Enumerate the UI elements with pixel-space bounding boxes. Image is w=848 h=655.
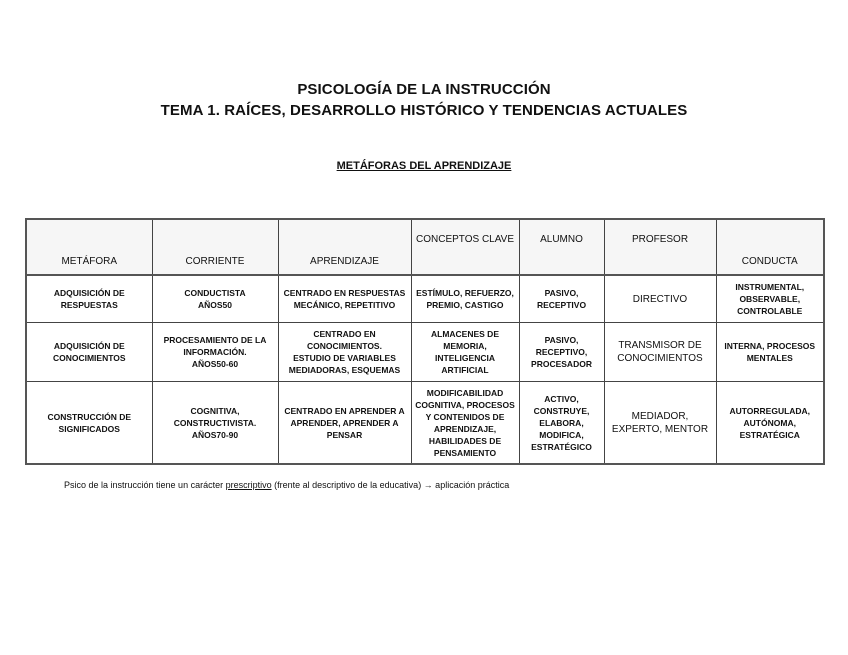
cell-conceptos: [411, 382, 519, 465]
cell-line: CONOCIMIENTOS: [52, 353, 126, 363]
footnote: [64, 480, 509, 490]
cell-line: ADQUISICIÓN DE: [53, 288, 125, 298]
section-heading-text: METÁFORAS DEL APRENDIZAJE: [336, 160, 512, 172]
cell-conducta: [716, 275, 824, 323]
cell-line: APRENDIZAJE,: [433, 423, 497, 434]
table-row: [26, 382, 824, 465]
cell-line: ARTIFICIAL: [441, 365, 489, 375]
cell-line: PASIVO,: [544, 335, 579, 345]
cell-line: AÑOS50-60: [191, 359, 239, 369]
cell-corriente: [152, 275, 278, 323]
footnote-keyword-prescriptivo: prescriptivo: [225, 480, 272, 490]
cell-conceptos: [411, 275, 519, 323]
table-header-row: [26, 219, 824, 275]
cell-line: MEDIADOR,: [631, 410, 689, 422]
section-heading: [0, 160, 848, 172]
cell-corriente: [152, 323, 278, 382]
cell-line: PENSAMIENTO: [433, 447, 497, 458]
cell-alumno: [519, 275, 604, 323]
cell-line: CONOCIMIENTOS.: [307, 341, 382, 351]
cell-line: ACTIVO,: [544, 393, 579, 404]
cell-corriente: [152, 382, 278, 465]
cell-line: AUTORREGULADA,: [729, 405, 811, 416]
cell-aprendizaje: [278, 382, 411, 465]
cell-line: EXPERTO, MENTOR: [611, 423, 709, 435]
header-alumno: ALUMNO: [519, 219, 604, 275]
header-metafora: METÁFORA: [26, 219, 152, 275]
cell-metafora: [26, 275, 152, 323]
cell-metafora: [26, 323, 152, 382]
cell-aprendizaje: [278, 323, 411, 382]
cell-metafora: [26, 382, 152, 465]
cell-line: COGNITIVA, PROCESOS: [415, 399, 515, 410]
cell-conducta: [716, 323, 824, 382]
header-aprendizaje: APRENDIZAJE: [278, 219, 411, 275]
cell-line: CENTRADO EN: [313, 329, 376, 339]
header-corriente: CORRIENTE: [152, 219, 278, 275]
cell-line: APRENDER, APRENDER A: [290, 417, 399, 428]
cell-line: RESPUESTAS: [60, 300, 118, 310]
cell-line: TRANSMISOR DE: [618, 340, 702, 351]
table-row: [26, 323, 824, 382]
cell-profesor: [604, 275, 716, 323]
cell-line: ESTRATÉGICO: [531, 441, 592, 452]
cell-line: CENTRADO EN APRENDER A: [284, 405, 405, 416]
cell-line: MECÁNICO, REPETITIVO: [293, 300, 396, 310]
cell-line: ESTRATÉGICA: [739, 429, 800, 440]
cell-line: PREMIO, CASTIGO: [426, 300, 504, 310]
cell-line: OBSERVABLE,: [739, 294, 801, 304]
cell-line: CENTRADO EN RESPUESTAS: [283, 288, 406, 298]
cell-line: CONTROLABLE: [737, 306, 803, 316]
table-row: [26, 275, 824, 323]
cell-profesor: [604, 382, 716, 465]
cell-line: ESTÍMULO, REFUERZO,: [416, 288, 514, 298]
document-subtitle-topic: TEMA 1. RAÍCES, DESARROLLO HISTÓRICO Y TENDENCIAS ACTUALES: [160, 102, 688, 119]
cell-line: ELABORA,: [539, 417, 584, 428]
cell-line: CONSTRUCTIVISTA.: [173, 417, 257, 428]
cell-line: CONSTRUYE,: [533, 405, 590, 416]
cell-line: INFORMACIÓN.: [183, 347, 247, 357]
cell-line: MODIFICABILIDAD: [426, 387, 504, 398]
cell-line: INTERNA, PROCESOS: [724, 341, 816, 351]
cell-line: PROCESAMIENTO DE LA: [163, 335, 267, 345]
cell-line: CONOCIMIENTOS: [617, 353, 703, 364]
cell-line: ADQUISICIÓN DE: [53, 341, 125, 351]
document-title: PSICOLOGÍA DE LA INSTRUCCIÓN: [297, 81, 551, 98]
cell-line: MODIFICA,: [539, 429, 584, 440]
cell-line: PROCESADOR: [531, 359, 592, 369]
cell-line: MEMORIA,: [443, 341, 487, 351]
header-conducta: CONDUCTA: [716, 219, 824, 275]
cell-line: MENTALES: [746, 353, 793, 363]
cell-line: SIGNIFICADOS: [58, 423, 120, 434]
cell-alumno: [519, 323, 604, 382]
cell-conducta: [716, 382, 824, 465]
cell-conceptos: [411, 323, 519, 382]
cell-line: Y CONTENIDOS DE: [425, 411, 505, 422]
cell-line: CONDUCTISTA: [184, 288, 246, 298]
metaphors-table: [25, 218, 825, 465]
cell-line: INTELIGENCIA: [435, 353, 495, 363]
cell-line: ESTUDIO DE VARIABLES: [293, 353, 396, 363]
cell-line: ALMACENES DE: [430, 329, 499, 339]
cell-line: PENSAR: [326, 429, 363, 440]
footnote-text-before: Psico de la instrucción tiene un carácter: [64, 480, 226, 490]
header-conceptos-clave: CONCEPTOS CLAVE: [411, 219, 519, 275]
footnote-text-after: (frente al descriptivo de la educativa) → aplicación práctica: [271, 480, 510, 490]
cell-profesor: [604, 323, 716, 382]
cell-line: COGNITIVA,: [190, 405, 240, 416]
cell-line: AÑOS50: [197, 300, 232, 310]
header-profesor: PROFESOR: [604, 219, 716, 275]
cell-line: HABILIDADES DE: [428, 435, 502, 446]
cell-line: DIRECTIVO: [632, 293, 688, 305]
cell-line: RECEPTIVO: [536, 300, 587, 310]
cell-line: PASIVO,: [544, 288, 579, 298]
cell-line: CONSTRUCCIÓN DE: [47, 411, 132, 422]
cell-aprendizaje: [278, 275, 411, 323]
cell-line: INSTRUMENTAL,: [735, 282, 805, 292]
cell-line: AÑOS70-90: [191, 429, 239, 440]
cell-line: AUTÓNOMA,: [743, 417, 796, 428]
cell-line: RECEPTIVO,: [535, 347, 588, 357]
cell-alumno: [519, 382, 604, 465]
cell-line: MEDIADORAS, ESQUEMAS: [288, 365, 401, 375]
